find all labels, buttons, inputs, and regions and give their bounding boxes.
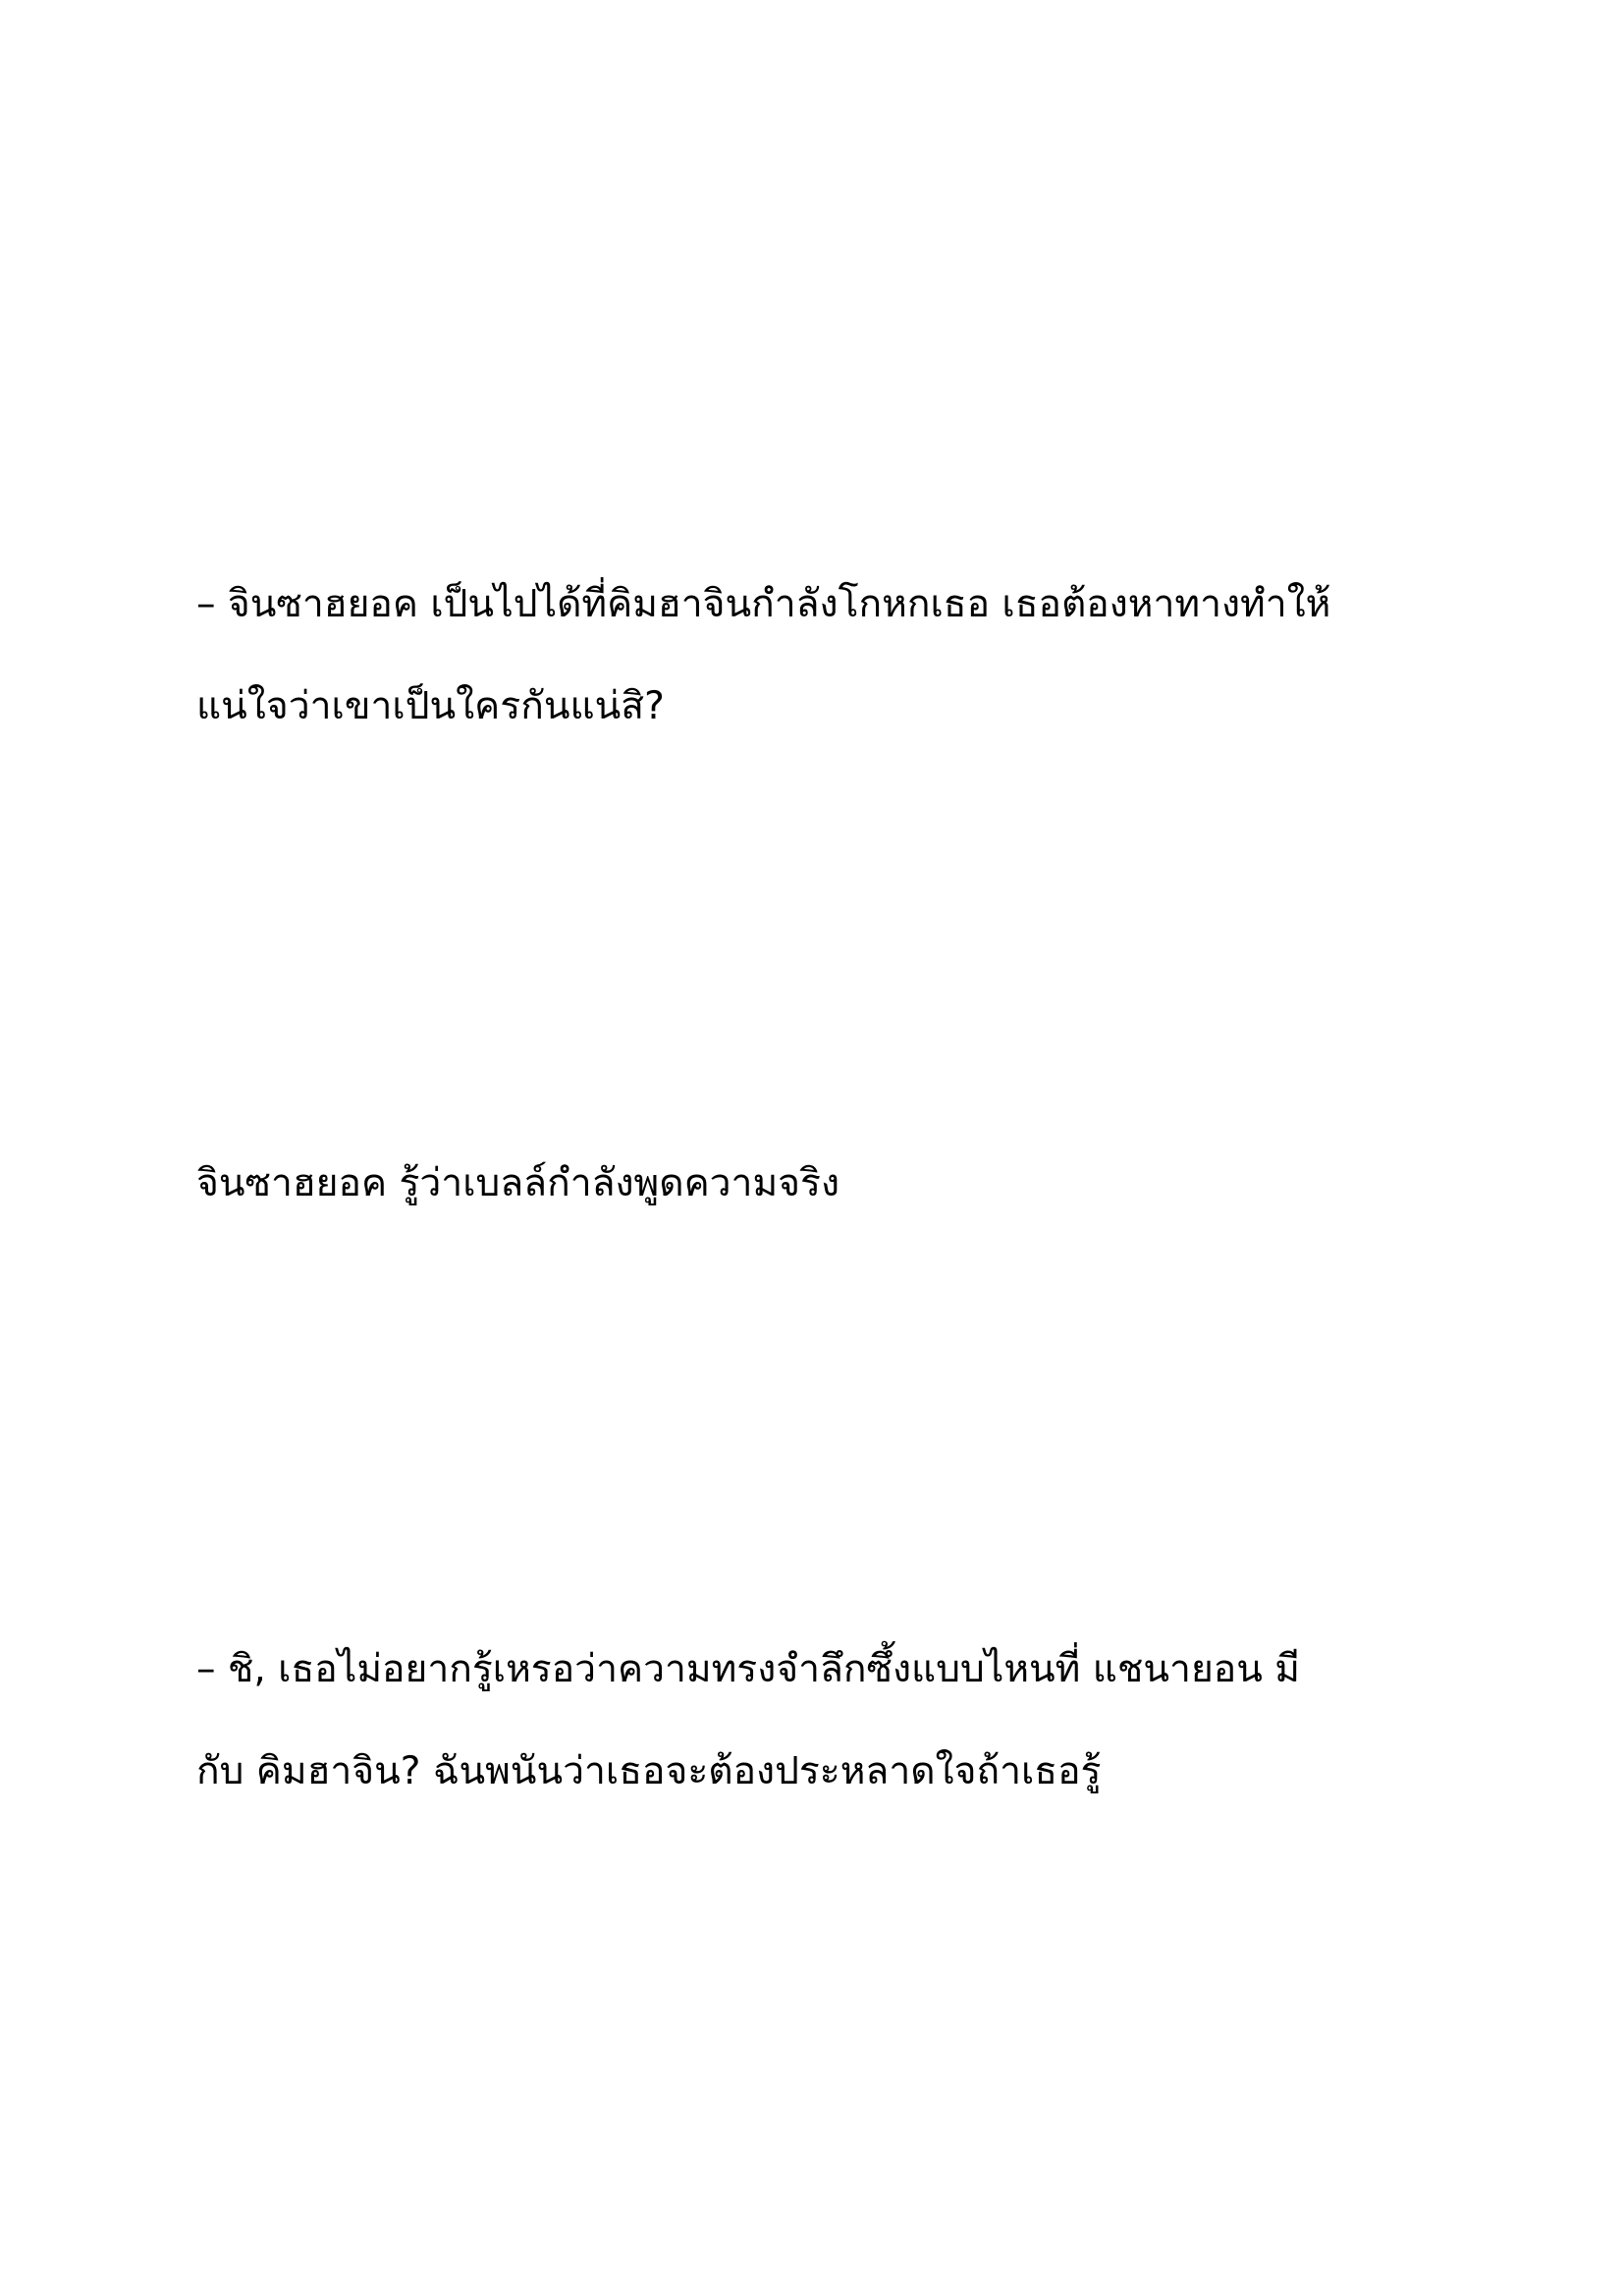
- text-line: จินซาฮยอค รู้ว่าเบลล์กำลังพูดความจริง: [196, 1161, 840, 1205]
- text-line: – ชิ, เธอไม่อยากรู้เหรอว่าความทรงจำลึกซึ้งแบบไหนที่ แชนายอน มี: [196, 1647, 1300, 1691]
- text-line: แน่ใจว่าเขาเป็นใครกันแน่สิ?: [196, 684, 665, 728]
- text-line: กับ คิมฮาจิน? ฉันพนันว่าเธอจะต้องประหลาดใจถ้าเธอรู้: [196, 1749, 1102, 1793]
- text-line: – จินซาฮยอค เป็นไปได้ที่คิมฮาจินกำลังโกหกเธอ เธอต้องหาทางทำให้: [196, 582, 1331, 626]
